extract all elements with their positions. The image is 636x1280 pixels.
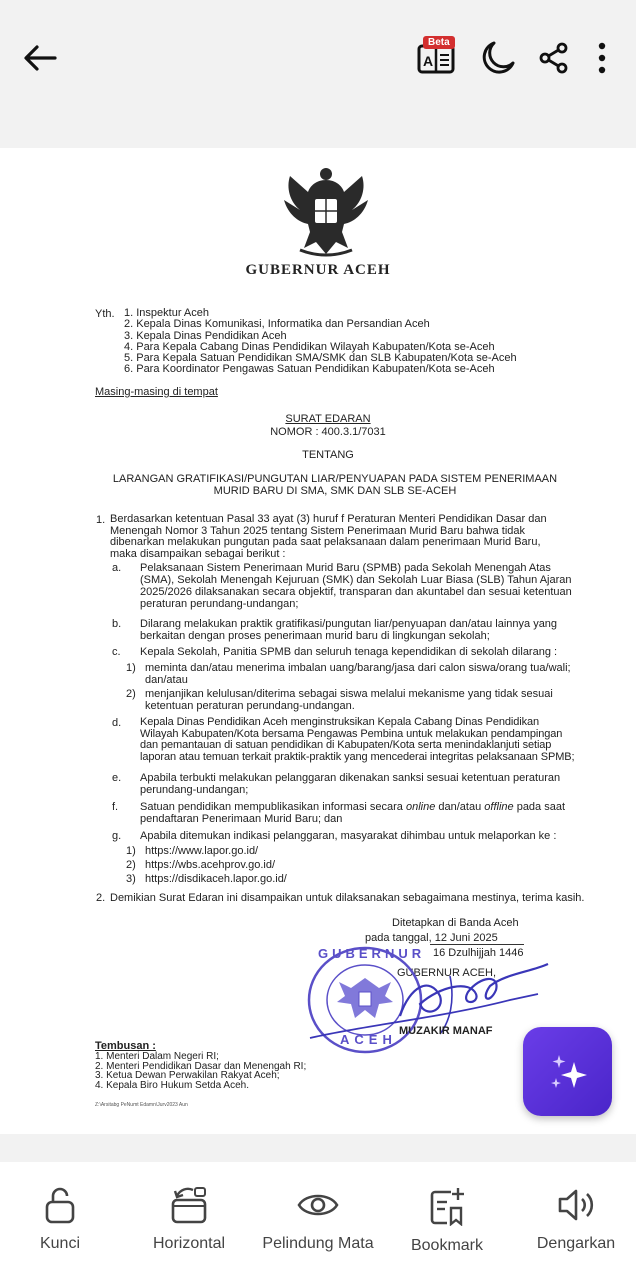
link-number: 3) <box>126 873 136 885</box>
share-button[interactable] <box>530 34 578 82</box>
point-number: 2. <box>96 892 106 904</box>
stamp-text: ACEH <box>340 1032 397 1047</box>
text-line: (SMA), Sekolah Menengah Kejuruan (SMK) dan Sekolah Luar Biasa (SLB) Tahun Ajaran <box>140 574 572 586</box>
subject-line: MURID BARU DI SMA, SMK DAN SLB SE-ACEH <box>213 485 457 497</box>
item-letter: g. <box>112 830 122 842</box>
letter-title: SURAT EDARAN <box>285 413 371 425</box>
signer-title: GUBERNUR ACEH, <box>397 967 497 979</box>
item-letter: a. <box>112 562 122 574</box>
text-line: meminta dan/atau menerima imbalan uang/barang/jasa dari calon siswa/orang tua/wali; <box>145 662 571 674</box>
item-e-text <box>140 772 576 796</box>
date-line: pada tanggal, 12 Juni 2025 <box>365 932 498 944</box>
link-number: 2) <box>126 859 136 871</box>
svg-text:A: A <box>423 53 434 69</box>
text-line: dan pemantauan di satuan pendidikan di Kabupaten/Kota serta menindaklanjuti setiap <box>140 739 552 751</box>
sub-item-number: 2) <box>126 688 136 700</box>
subject-line: LARANGAN GRATIFIKASI/PUNGUTAN LIAR/PENYUAPAN PADA SISTEM PENERIMAAN <box>112 473 558 485</box>
text-line: Pelaksanaan Sistem Penerimaan Murid Baru (SPMB) pada Sekolah Menengah Atas <box>140 562 551 574</box>
text-line: Dilarang melakukan praktik gratifikasi/pungutan liar/penyuapan dan/atau lainnya yang <box>140 618 558 630</box>
place-text: Masing-masing di tempat <box>95 386 218 398</box>
recipient-item: 1. Inspektur Aceh <box>124 307 209 319</box>
link-number: 1) <box>126 845 136 857</box>
recipient-item: 5. Para Kepala Satuan Pendidikan SMA/SMK dan SLB Kabupaten/Kota se-Aceh <box>124 352 517 365</box>
cc-item: 3. Ketua Dewan Perwakilan Rakyat Aceh; <box>95 1070 280 1081</box>
speaker-icon <box>556 1186 596 1224</box>
recipient-item: 4. Para Kepala Cabang Dinas Pendidikan Wilayah Kabupaten/Kota se-Aceh <box>124 340 495 353</box>
ai-assistant-button[interactable] <box>523 1027 612 1116</box>
set-at-text: Ditetapkan di Banda Aceh <box>392 917 519 929</box>
document-page[interactable] <box>0 148 636 1134</box>
item-c-text: Kepala Sekolah, Panitia SPMB dan seluruh tenaga kependidikan di sekolah dilarang : <box>140 646 558 658</box>
nav-label: Horizontal <box>152 1235 226 1252</box>
cc-item: 1. Menteri Dalam Negeri RI; <box>95 1051 219 1062</box>
share-icon <box>538 42 570 74</box>
cc-item: 4. Kepala Biro Hukum Setda Aceh. <box>95 1079 249 1091</box>
recipient-list <box>124 308 517 376</box>
bottom-nav <box>0 1162 636 1280</box>
hijri-date: 16 Dzulhijjah 1446 <box>433 947 524 959</box>
back-button[interactable] <box>16 34 64 82</box>
item-a-text <box>140 562 576 610</box>
text-line: Menengah Nomor 3 Tahun 2025 tentang Sistem Penerimaan Murid Baru bahwa tidak <box>110 524 525 537</box>
bookmark-add-icon <box>427 1186 467 1226</box>
text-line: maka disampaikan sebagai berikut : <box>110 547 286 560</box>
item-g-text: Apabila ditemukan indikasi pelanggaran, masyarakat dihimbau untuk melaporkan ke : <box>140 830 557 842</box>
garuda-emblem <box>280 162 372 260</box>
nav-label: Kunci <box>39 1235 81 1252</box>
text-line: Berdasarkan ketentuan Pasal 33 ayat (3) huruf f Peraturan Menteri Pendidikan Dasar dan <box>110 513 547 525</box>
more-button[interactable] <box>578 34 626 82</box>
beta-badge: Beta <box>423 36 455 49</box>
text-line: dan/atau <box>145 674 188 686</box>
recipient-item: 6. Para Koordinator Pengawas Satuan Pendidikan Kabupaten/Kota se-Aceh <box>124 363 495 376</box>
text-line: pendaftaran Penerimaan Murid Baru; dan <box>140 813 343 825</box>
nav-eye-protection[interactable] <box>258 1186 378 1253</box>
report-link[interactable]: https://disdikaceh.lapor.go.id/ <box>145 873 287 885</box>
item-b-text <box>140 618 576 642</box>
point-number: 1. <box>96 514 106 526</box>
nav-label: Pelindung Mata <box>262 1235 374 1252</box>
nav-bookmark[interactable] <box>387 1186 507 1255</box>
night-mode-button[interactable] <box>474 34 522 82</box>
text-line: perundang-undangan; <box>140 784 249 796</box>
item-letter: e. <box>112 772 122 784</box>
moon-icon <box>479 39 517 77</box>
top-bar <box>0 0 636 118</box>
item-letter: f. <box>112 801 119 813</box>
nav-label: Dengarkan <box>536 1235 616 1252</box>
signer-name: MUZAKIR MANAF <box>399 1025 493 1037</box>
point-2-text: Demikian Surat Edaran ini disampaikan untuk dilaksanakan sebagaimana mestinya, terima kasih. <box>110 892 585 904</box>
cc-title: Tembusan : <box>95 1040 156 1052</box>
sub-item-number: 1) <box>126 662 136 674</box>
lock-icon <box>44 1186 76 1224</box>
about-label: TENTANG <box>302 449 354 461</box>
text-line: Satuan pendidikan mempublikasikan informasi secara online dan/atau offline pada saat <box>140 801 566 813</box>
eye-icon <box>296 1186 340 1224</box>
more-vertical-icon <box>597 42 607 74</box>
sub-item-1-text <box>145 662 575 686</box>
text-line: peraturan perundang-undangan; <box>140 598 299 610</box>
letterhead-title: GUBERNUR ACEH <box>245 262 391 278</box>
nav-horizontal[interactable] <box>129 1186 249 1253</box>
item-letter: d. <box>112 717 122 729</box>
text-line: Kepala Dinas Pendidikan Aceh menginstruksikan Kepala Cabang Dinas Pendidikan <box>140 716 540 728</box>
recipient-item: 2. Kepala Dinas Komunikasi, Informatika dan Persandian Aceh <box>124 318 430 331</box>
text-line: menjanjikan kelulusan/diterima sebagai siswa melalui mekanisme yang tidak sesuai <box>145 688 553 700</box>
sub-item-2-text <box>145 688 575 712</box>
item-letter: b. <box>112 618 122 630</box>
recipient-item: 3. Kepala Dinas Pendidikan Aceh <box>124 329 287 342</box>
footer-path: Z:\Arsitabg PeNumt Edamn\Jurv2023 Aun <box>95 1102 188 1108</box>
nav-listen[interactable] <box>516 1186 636 1253</box>
nav-label: Bookmark <box>410 1237 484 1254</box>
text-line: ketentuan peraturan perundang-undangan. <box>145 700 355 712</box>
rotate-screen-icon <box>169 1186 209 1224</box>
stamp-text: GUBERNUR <box>318 946 426 961</box>
item-letter: c. <box>112 646 121 658</box>
report-link[interactable]: https://wbs.acehprov.go.id/ <box>145 859 276 871</box>
item-f-text <box>140 801 580 825</box>
yth-label: Yth. <box>95 308 115 320</box>
text-line: dibenarkan melakukan pungutan pada saat pelaksanaan dalam penerimaan Murid Baru, <box>110 536 541 548</box>
cc-list <box>95 1052 306 1090</box>
sparkle-ai-icon <box>546 1050 590 1094</box>
point-1-text <box>110 514 575 560</box>
text-line: laporan atau temuan terkait praktik-praktik yang mencederai integritas pelaksanaan SPMB; <box>140 750 575 763</box>
item-d-text <box>140 717 580 763</box>
text-line: 2025/2026 dilaksanakan secara objektif, transparan dan akuntabel dan sesuai ketentuan <box>140 586 572 598</box>
text-line: berkaitan dengan proses penerimaan murid baru di lingkungan sekolah; <box>140 630 490 642</box>
letter-number: NOMOR : 400.3.1/7031 <box>270 426 386 438</box>
report-link[interactable]: https://www.lapor.go.id/ <box>145 845 259 857</box>
text-line: Wilayah Kabupaten/Kota bersama Pengawas Pembina untuk melakukan pendampingan <box>140 727 563 740</box>
text-line: Apabila terbukti melakukan pelanggaran dikenakan sanksi sesuai ketentuan peraturan <box>140 772 561 784</box>
arrow-left-icon <box>23 44 57 72</box>
cc-item: 2. Menteri Pendidikan Dasar dan Menengah RI; <box>95 1060 307 1072</box>
nav-lock[interactable] <box>0 1186 120 1253</box>
date-divider <box>430 944 524 945</box>
